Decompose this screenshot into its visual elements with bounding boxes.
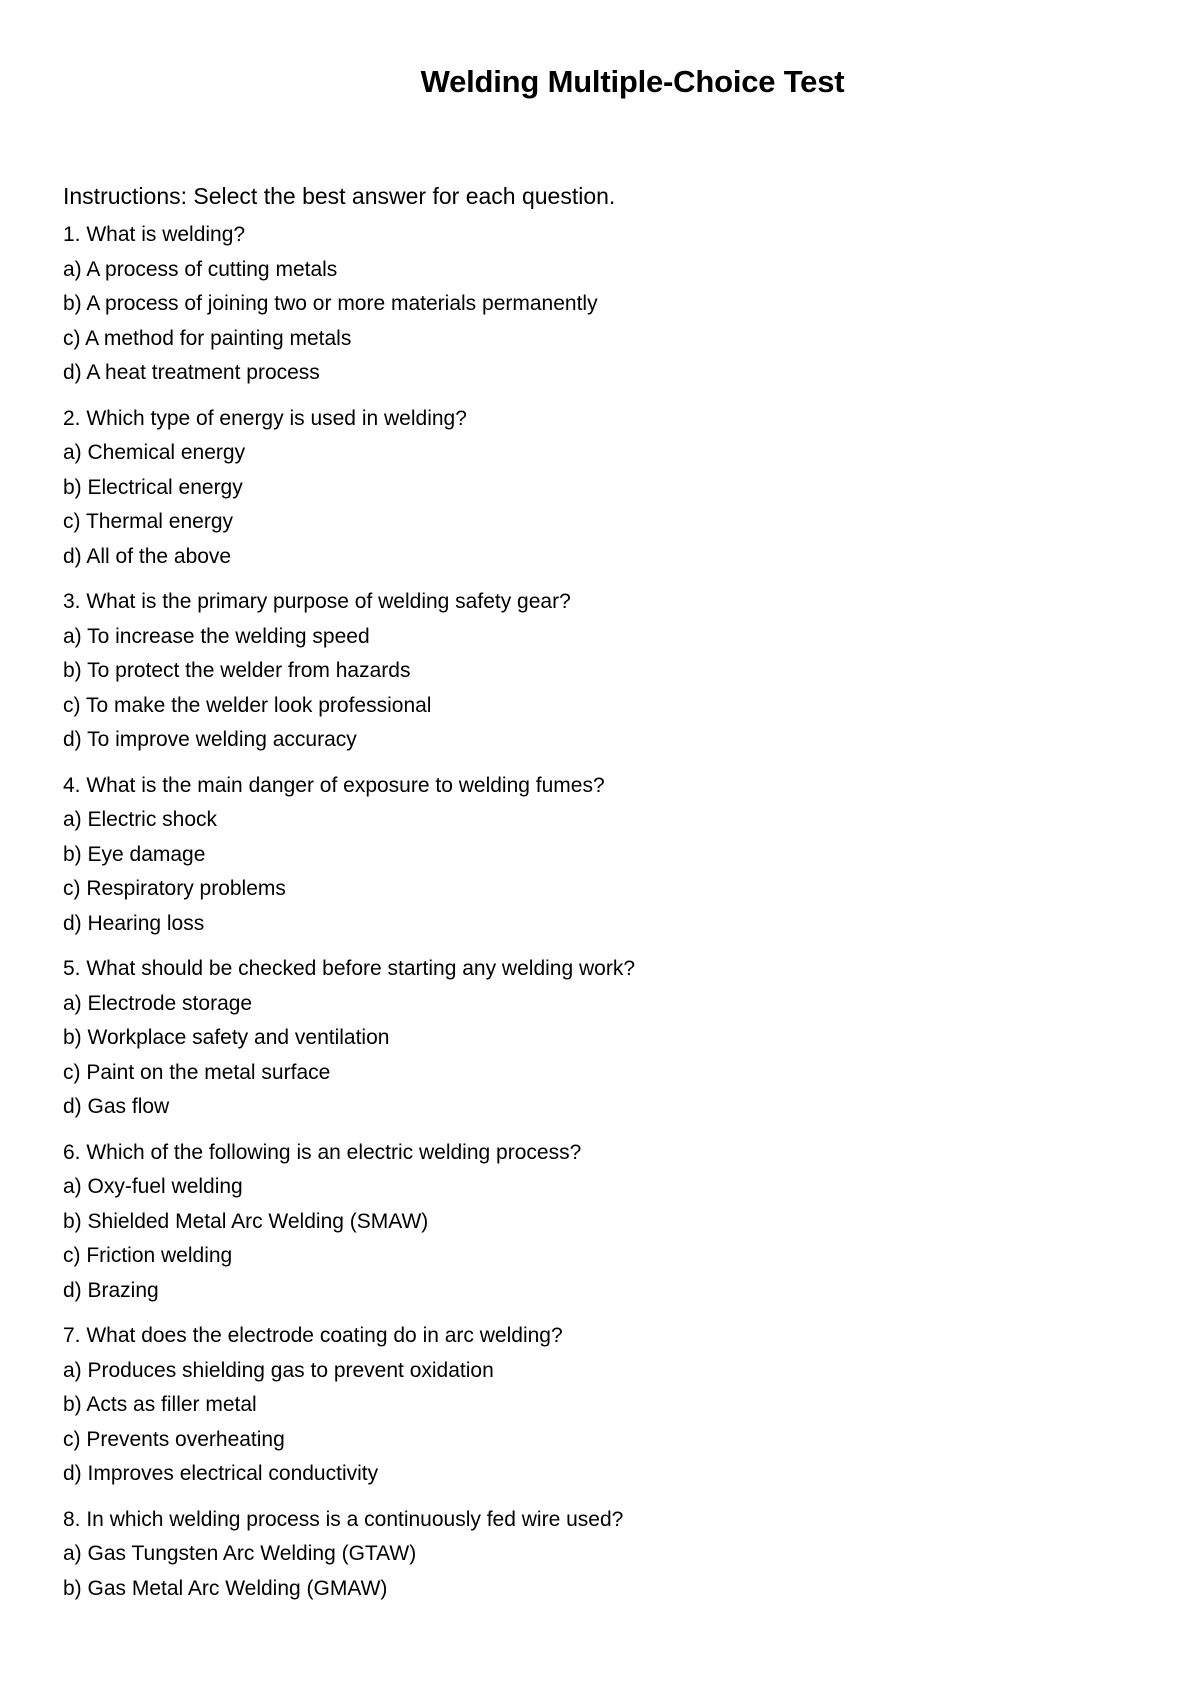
question-text: 5. What should be checked before starting any welding work? (63, 957, 635, 980)
answer-option: a) Chemical energy (63, 441, 246, 464)
answer-option: a) Gas Tungsten Arc Welding (GTAW) (63, 1542, 417, 1565)
question-block (63, 585, 1143, 758)
answer-option: c) Prevents overheating (63, 1427, 285, 1451)
instructions-text: Instructions: Select the best answer for each question. (63, 183, 616, 209)
question-block (63, 769, 1143, 942)
question-text: 3. What is the primary purpose of welding safety gear? (63, 590, 571, 613)
question-block (63, 1319, 1143, 1492)
question-text: 6. Which of the following is an electric welding process? (63, 1140, 582, 1164)
answer-option: b) Gas Metal Arc Welding (GMAW) (63, 1576, 388, 1600)
answer-option: b) Eye damage (63, 842, 206, 866)
answer-option: d) Hearing loss (63, 911, 205, 935)
answer-option: d) Improves electrical conductivity (63, 1462, 379, 1485)
document-body (63, 178, 1143, 1617)
answer-option: c) Friction welding (63, 1244, 233, 1267)
question-text: 1. What is welding? (63, 223, 246, 246)
question-text: 8. In which welding process is a continuously fed wire used? (63, 1507, 624, 1531)
question-list (63, 218, 1143, 1606)
answer-option: a) A process of cutting metals (63, 257, 338, 281)
question-text: 7. What does the electrode coating do in arc welding? (63, 1324, 563, 1347)
answer-option: c) Respiratory problems (63, 877, 286, 900)
answer-option: b) Shielded Metal Arc Welding (SMAW) (63, 1209, 429, 1233)
question-block (63, 952, 1143, 1125)
answer-option: b) Electrical energy (63, 475, 243, 499)
answer-option: d) To improve welding accuracy (63, 728, 357, 751)
answer-option: b) Workplace safety and ventilation (63, 1026, 390, 1049)
question-block (63, 1503, 1143, 1607)
question-block (63, 402, 1143, 575)
answer-option: a) Oxy-fuel welding (63, 1175, 243, 1198)
document-title: Welding Multiple-Choice Test (420, 64, 845, 99)
answer-option: c) To make the welder look professional (63, 693, 432, 717)
answer-option: d) Brazing (63, 1278, 159, 1302)
answer-option: a) Electrode storage (63, 991, 253, 1015)
answer-option: a) Produces shielding gas to prevent oxidation (63, 1358, 494, 1382)
answer-option: a) Electric shock (63, 808, 218, 831)
question-block (63, 218, 1143, 391)
answer-option: c) A method for painting metals (63, 326, 352, 350)
answer-option: d) All of the above (63, 544, 232, 568)
answer-option: d) A heat treatment process (63, 361, 320, 384)
answer-option: a) To increase the welding speed (63, 624, 370, 648)
question-text: 4. What is the main danger of exposure to welding fumes? (63, 773, 605, 797)
question-block (63, 1136, 1143, 1309)
question-text: 2. Which type of energy is used in welding? (63, 406, 467, 430)
answer-option: b) Acts as filler metal (63, 1393, 257, 1416)
answer-option: b) A process of joining two or more materials permanently (63, 292, 598, 315)
answer-option: d) Gas flow (63, 1095, 170, 1118)
answer-option: c) Paint on the metal surface (63, 1060, 331, 1084)
answer-option: c) Thermal energy (63, 510, 234, 533)
answer-option: b) To protect the welder from hazards (63, 659, 411, 682)
